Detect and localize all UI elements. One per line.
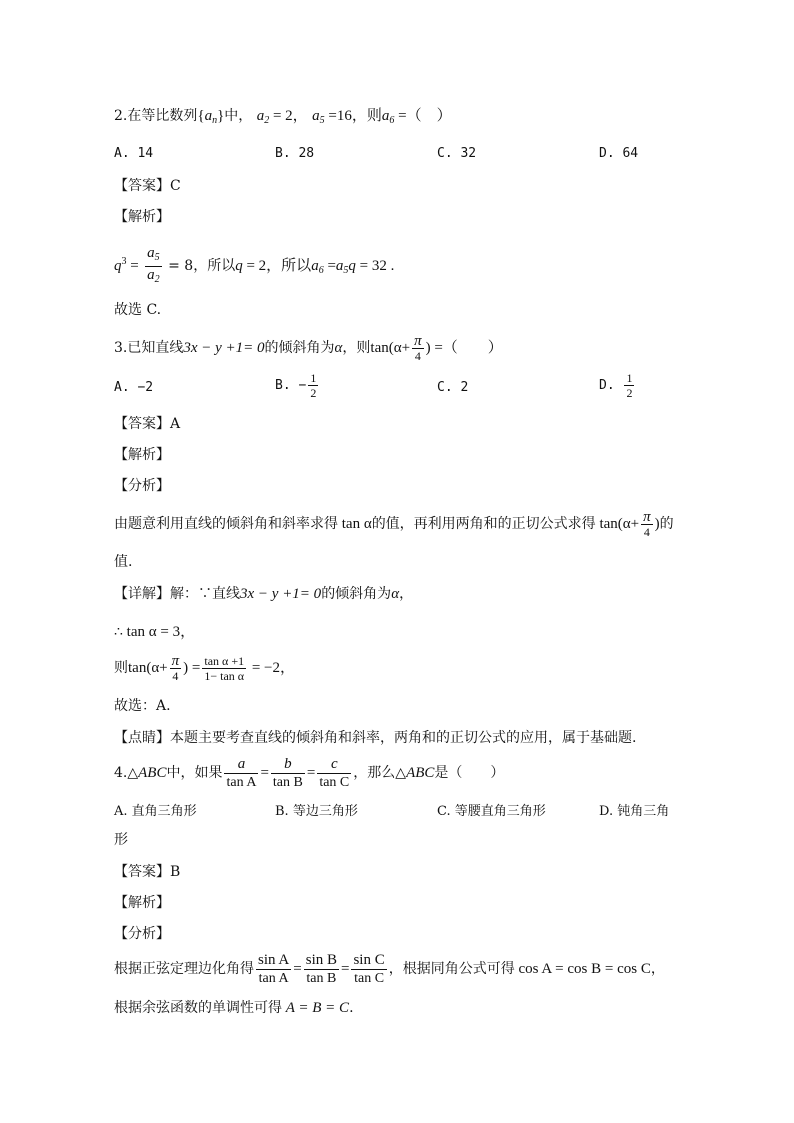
q2-sol-fraction (145, 245, 162, 288)
q3-answer: 【答案】A (114, 416, 181, 432)
q3-option-d-den: 2 (626, 386, 633, 400)
q4-stem-prefix: 4. (114, 765, 128, 781)
q3-fenxi-text4: 值. (114, 554, 133, 570)
q4-text4-line (114, 998, 354, 1018)
q2-option-d: D. 64 (599, 146, 639, 161)
q4-f3-num: c (317, 756, 351, 774)
q3-xj-alpha: α (391, 586, 400, 602)
q3-xj-line: 3x − y +1= 0 (240, 586, 322, 602)
q3-then-fraction (202, 654, 246, 683)
q3-line-equation: 3x − y +1= 0 (183, 340, 265, 356)
q4-abc: ABC (138, 765, 167, 781)
q4-g2-num: sin B (305, 951, 337, 968)
q4-answer: 【答案】B (114, 864, 181, 880)
q2-a2-sub: 2 (264, 115, 270, 126)
q4-text1: 根据正弦定理边化角得 (114, 961, 254, 977)
q4-option-c: C. 等腰直角三角形 (437, 804, 546, 819)
q4-fraction-b (271, 756, 305, 791)
q3-tan-close: ) =（ ） (425, 340, 503, 356)
q4-fraction-c (317, 756, 351, 791)
q4-f1-num: a (224, 756, 258, 774)
q3-tan3: tan α = 3， (122, 624, 196, 640)
q3-option-d-num: 1 (626, 371, 633, 385)
q4-text4: 根据余弦函数的单调性可得 (114, 1000, 282, 1016)
q3-therefore-line (114, 622, 195, 642)
q3-option-d-fraction (624, 371, 634, 400)
q3-option-b-den: 2 (310, 386, 317, 400)
q4-triangle-symbol-2: △ (395, 765, 407, 781)
q2-seq-n: n (212, 115, 218, 126)
q2-sol-mid: = 8，所以 (163, 258, 236, 274)
q3-then-tan-open: tan(α+ (128, 660, 168, 676)
q2-sol-mid2: = 2，所以 (242, 258, 312, 274)
q2-sol-q: q (114, 258, 122, 274)
q3-xiangjie (114, 584, 413, 604)
q3-fenxi-four: 4 (643, 524, 650, 539)
q2-zhong: 中， (224, 108, 253, 124)
q3-therefore-symbol: ∴ (114, 624, 123, 640)
q4-option-d-wrap: 形 (114, 832, 128, 848)
q3-fenxi-pi: π (643, 508, 651, 525)
q3-fenxi-text1: 由题意利用直线的倾斜角和斜率求得 (114, 516, 338, 532)
q3-stem-mid: 的倾斜角为 (264, 340, 335, 356)
q3-then-four: 4 (172, 668, 179, 683)
q4-cos-eq: cos A = cos B = cos C (514, 961, 651, 977)
q2-sol-num-sub: 5 (154, 251, 160, 263)
q3-fenxi-tan2-open: tan(α+ (595, 516, 640, 532)
q4-g1-den: tan A (258, 970, 289, 986)
q3-fenxi-pi-over-4 (641, 510, 653, 539)
q3-then-tan-close: ) = (183, 660, 201, 676)
q3-stem-prefix: 3.已知直线 (114, 340, 184, 356)
q4-abc2: ABC (406, 765, 435, 781)
q4-g1-num: sin A (258, 951, 290, 968)
q3-option-b-fraction (308, 371, 318, 400)
q4-text3: ， (650, 961, 665, 977)
q2-option-a: A. 14 (114, 146, 154, 161)
q3-then-end: = −2， (248, 660, 296, 676)
q4-fenxi-heading: 【分析】 (114, 926, 170, 942)
q2-seq-a: a (204, 108, 213, 124)
q4-f1-den: tan A (226, 774, 257, 790)
q2-answer: 【答案】C (114, 178, 181, 194)
q3-option-b-prefix: B. − (275, 378, 307, 393)
q4-g2 (304, 952, 339, 987)
q3-option-b-num: 1 (310, 371, 317, 385)
q4-stem-mid: 中，如果 (166, 765, 223, 781)
q2-sol-num-a: a (147, 244, 155, 261)
q2-stem-prefix: 2.在等比数列 (114, 108, 198, 124)
q4-analysis-heading: 【解析】 (114, 895, 170, 911)
q2-sol-q-sup: 3 (121, 256, 127, 267)
q2-sol-q3: q (348, 258, 356, 274)
q3-tan-open: tan(α+ (370, 340, 411, 356)
q4-fenxi-text: 根据正弦定理边化角得 $\frac{\text{sin A}}{\text{tan A}}$ = $\frac{\text{sin B}}{\text{tan B}}$ = $\frac{\text{sin C}}{\text{tan C}}$ ，根据同角公式可得 cos A = cos B = cos C， (114, 951, 665, 986)
q4-triangle-symbol: △ (127, 765, 139, 781)
q4-g3 (351, 952, 386, 987)
q3-fenxi-text3: 的 (659, 516, 674, 532)
q3-dianjing-heading: 【点睛】 (114, 730, 170, 746)
q3-alpha: α (334, 340, 343, 356)
q2-sol-eq2: = (323, 258, 336, 274)
q3-option-a: A. −2 (114, 380, 154, 395)
q2-tail: =（ ） (394, 108, 452, 124)
q4-f2-den: tan B (272, 774, 303, 790)
q4-text5: . (349, 1000, 354, 1016)
q2-sol-a6: a (311, 258, 319, 274)
q3-option-d-prefix: D. (599, 378, 615, 393)
q3-xiangjie-heading: 【详解】 (114, 586, 170, 602)
q4-option-a: A. 直角三角形 (114, 804, 197, 819)
q4-g3-num: sin C (353, 951, 385, 968)
q2-a6: a (381, 108, 390, 124)
q3-fenxi-tan: tan α (338, 516, 372, 532)
q2-sol-q2: q (235, 258, 243, 274)
q3-dianjing-text: 本题主要考查直线的倾斜角和斜率，两角和的正切公式的应用，属于基础题. (170, 730, 637, 746)
q3-conclusion: 故选：A. (114, 698, 171, 714)
q2-a6-sub: 6 (389, 115, 395, 126)
q2-brace-right: } (217, 108, 225, 124)
q2-sol-den-a: a (147, 266, 155, 283)
q2-sol-eq: = (126, 258, 139, 274)
q2-a5: a (312, 108, 320, 124)
q2-sol-a6-sub: 6 (318, 265, 324, 276)
q3-then-pi-over-4 (170, 654, 182, 683)
q3-pi: π (414, 332, 422, 349)
q4-stem-mid2: ，那么 (353, 765, 396, 781)
q4-abc-eq: A = B = C (282, 1000, 350, 1016)
q3-xj-text1: 解： (170, 586, 198, 602)
q4-option-b: B. 等边三角形 (275, 804, 358, 819)
q2-sol-a5-sub: 5 (343, 265, 349, 276)
q2-brace-left: { (197, 108, 205, 124)
q2-sol-den-sub: 2 (154, 273, 160, 285)
q2-a5-val: =16，则 (324, 108, 382, 124)
q4-fraction-a (224, 756, 258, 791)
q2-option-c: C. 32 (437, 146, 477, 161)
q3-then: 则 (114, 660, 128, 676)
q2-stem (114, 106, 452, 131)
q3-pi-over-4 (412, 334, 424, 363)
q3-then-pi: π (171, 652, 180, 669)
q3-xj-text2: 直线 (212, 586, 240, 602)
q3-stem-mid2: ，则 (342, 340, 371, 356)
q3-stem (114, 330, 503, 366)
q3-then-line (114, 650, 295, 686)
q3-fenxi-text (114, 506, 674, 542)
q4-g2-den: tan B (306, 970, 337, 986)
q2-option-b: B. 28 (275, 146, 315, 161)
q3-because-symbol: ∵ (198, 586, 212, 602)
q3-analysis-heading: 【解析】 (114, 447, 170, 463)
q3-option-d (599, 368, 636, 404)
q2-sol-end: = 32 . (355, 258, 395, 274)
q2-a5-sub: 5 (319, 115, 325, 126)
q2-solution (114, 242, 394, 291)
q3-xj-text3: 的倾斜角为 (321, 586, 392, 602)
q2-analysis-heading: 【解析】 (114, 209, 170, 225)
q3-xj-comma: ， (399, 586, 414, 602)
q4-f3-den: tan C (319, 774, 350, 790)
q3-dianjing (114, 728, 636, 748)
q2-conclusion: 故选 C. (114, 302, 162, 318)
q3-then-num: tan α +1 (204, 653, 245, 668)
q4-g3-den: tan C (354, 970, 385, 986)
q4-stem-end: 是（ ） (434, 765, 505, 781)
q3-option-b (275, 368, 320, 404)
q3-then-den: 1− tan α (204, 668, 245, 683)
q2-sol-a5: a (335, 258, 344, 274)
q3-option-c: C. 2 (437, 380, 469, 395)
q4-text2: ，根据同角公式可得 (388, 961, 515, 977)
q2-a2-val: = 2， (269, 108, 308, 124)
q4-stem: 4.△ABC中，如果 $\frac{a}{\text{tan A}}$ = $\frac{b}{\text{tan B}}$ = $\frac{c}{\text{tan C}}$ ，那么△ABC是（ ） (114, 755, 505, 790)
q3-four: 4 (414, 348, 421, 363)
q3-fenxi-heading: 【分析】 (114, 478, 170, 494)
q4-option-d: D. 钝角三角 (599, 804, 670, 819)
q4-g1 (256, 952, 291, 987)
q3-fenxi-text2: 的值，再利用两角和的正切公式求得 (371, 516, 596, 532)
q3-fenxi-tan2-close: ) (654, 516, 660, 532)
q2-a2: a (256, 108, 265, 124)
q4-f2-num: b (271, 756, 305, 774)
